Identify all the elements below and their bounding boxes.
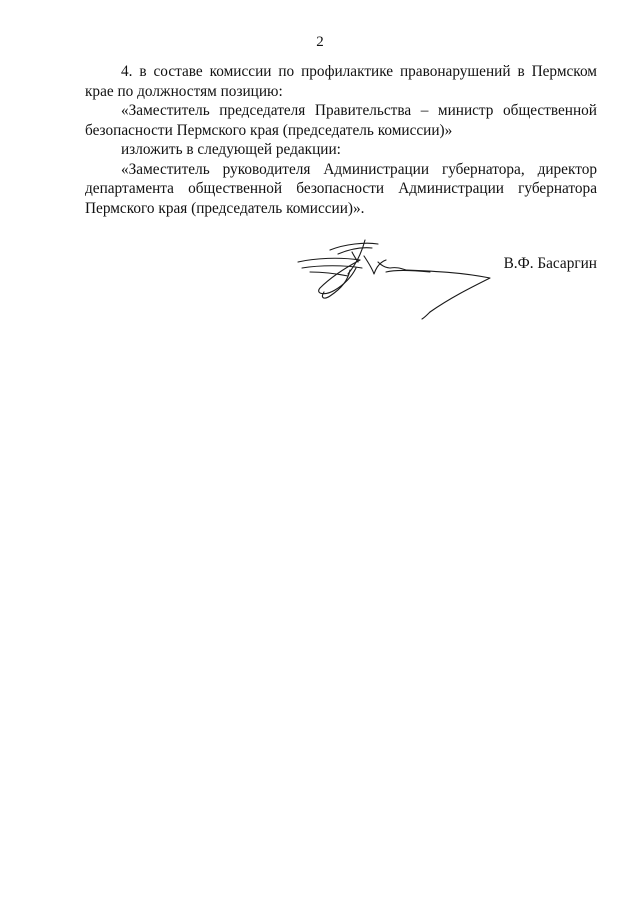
paragraph-item-4: 4. в составе комиссии по профилактике правонарушений в Пермском крае по должностям позицию:	[85, 63, 597, 100]
signature-icon	[290, 232, 500, 320]
document-body	[85, 62, 597, 218]
signer-name: В.Ф. Басаргин	[503, 255, 597, 272]
paragraph-new-position: «Заместитель руководителя Администрации губернатора, директор департамента общественной безопасности Администрации губернатора Пермского края (председатель комиссии)».	[85, 160, 597, 217]
paragraph-amend-instruction: изложить в следующей редакции:	[121, 141, 341, 158]
page-number: 2	[316, 34, 324, 50]
paragraph-old-position: «Заместитель председателя Правительства – министр общественной безопасности Пермского края (председатель комиссии)»	[85, 102, 597, 139]
signature-block	[290, 232, 600, 322]
